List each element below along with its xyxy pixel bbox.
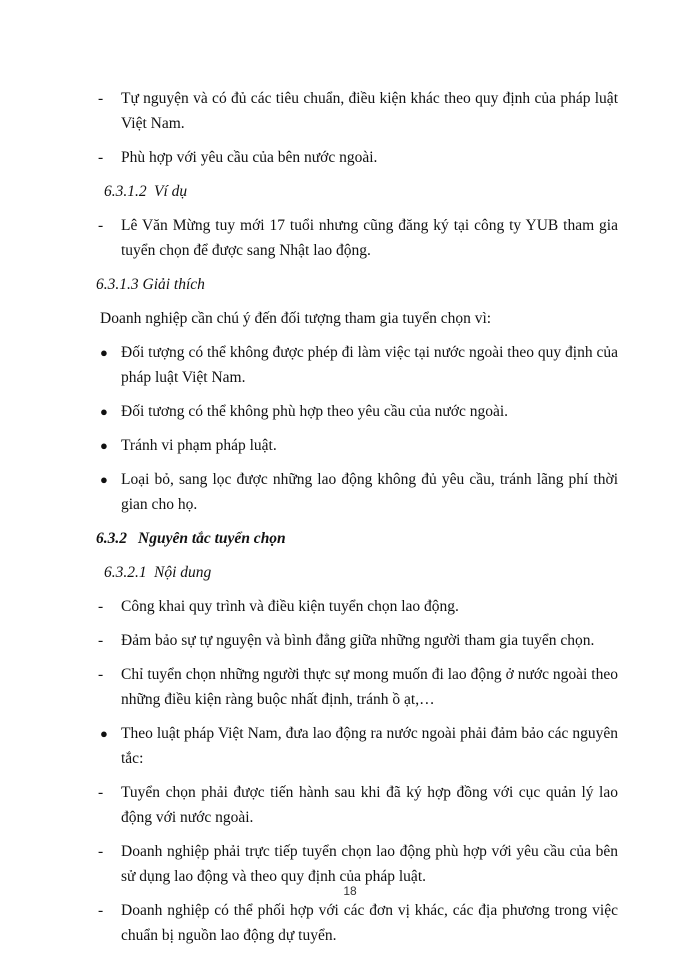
subheading-title: Ví dụ xyxy=(154,183,188,200)
list-item-text: Tránh vi phạm pháp luật. xyxy=(121,437,277,454)
dash-marker: - xyxy=(98,90,104,107)
list-item xyxy=(96,145,618,170)
dash-marker: - xyxy=(98,217,104,234)
dash-marker: - xyxy=(98,149,104,166)
list-item xyxy=(96,898,618,948)
list-item xyxy=(96,340,618,390)
page-content xyxy=(96,86,618,957)
list-item-text: Theo luật pháp Việt Nam, đưa lao động ra nước ngoài phải đảm bảo các nguyên tắc: xyxy=(121,725,618,767)
bullet-marker: ● xyxy=(100,726,108,741)
bullet-marker: ● xyxy=(100,404,108,419)
section-heading xyxy=(96,526,618,551)
bullet-marker: ● xyxy=(100,438,108,453)
list-item-text: Doanh nghiệp phải trực tiếp tuyển chọn lao động phù hợp với yêu cầu của bên sử dụng lao động và theo quy định của pháp luật. xyxy=(121,843,618,885)
subheading-title: Nội dung xyxy=(154,564,212,581)
dash-marker: - xyxy=(98,598,104,615)
list-item xyxy=(96,467,618,517)
list-item-text: Tự nguyện và có đủ các tiêu chuẩn, điều kiện khác theo quy định của pháp luật Việt Nam. xyxy=(121,90,618,132)
list-item-text: Doanh nghiệp có thể phối hợp với các đơn vị khác, các địa phương trong việc chuẩn bị nguồn lao động dự tuyển. xyxy=(121,902,618,944)
list-item xyxy=(96,86,618,136)
dash-marker: - xyxy=(98,902,104,919)
subheading-example xyxy=(104,179,618,204)
list-item-text: Đảm bảo sự tự nguyện và bình đẳng giữa những người tham gia tuyển chọn. xyxy=(121,632,595,649)
list-item xyxy=(96,399,618,424)
list-item-text: Đối tương có thể không phù hợp theo yêu cầu của nước ngoài. xyxy=(121,403,509,420)
list-item-text: Đối tượng có thể không được phép đi làm việc tại nước ngoài theo quy định của pháp luật Việt Nam. xyxy=(121,344,618,386)
list-item xyxy=(96,662,618,712)
bullet-marker: ● xyxy=(100,472,108,487)
list-item-text: Lê Văn Mừng tuy mới 17 tuổi nhưng cũng đăng ký tại công ty YUB tham gia tuyển chọn để được sang Nhật lao động. xyxy=(121,217,618,259)
list-item xyxy=(96,594,618,619)
dash-marker: - xyxy=(98,843,104,860)
list-item xyxy=(96,628,618,653)
list-item xyxy=(96,839,618,889)
page-number: 18 xyxy=(343,884,357,898)
section-title: Nguyên tắc tuyển chọn xyxy=(138,530,286,547)
dash-marker: - xyxy=(98,666,104,683)
list-item xyxy=(96,780,618,830)
section-number: 6.3.2 xyxy=(96,530,127,547)
dash-marker: - xyxy=(98,632,104,649)
subheading-number: 6.3.2.1 xyxy=(104,564,147,581)
subheading-content xyxy=(104,560,618,585)
bullet-marker: ● xyxy=(100,345,108,360)
list-item-text: Loại bỏ, sang lọc được những lao động không đủ yêu cầu, tránh lãng phí thời gian cho họ. xyxy=(121,471,618,513)
paragraph: Doanh nghiệp cần chú ý đến đối tượng tham gia tuyển chọn vì: xyxy=(100,310,492,327)
dash-marker: - xyxy=(98,784,104,801)
list-item xyxy=(96,213,618,263)
list-item xyxy=(96,433,618,458)
list-item-text: Công khai quy trình và điều kiện tuyển chọn lao động. xyxy=(121,598,459,615)
list-item-text: Tuyển chọn phải được tiến hành sau khi đã ký hợp đồng với cục quản lý lao động với nước ngoài. xyxy=(121,784,618,826)
list-item xyxy=(96,721,618,771)
list-item-text: Chỉ tuyển chọn những người thực sự mong muốn đi lao động ở nước ngoài theo những điều kiện ràng buộc nhất định, tránh ồ ạt,… xyxy=(121,666,618,708)
list-item-text: Phù hợp với yêu cầu của bên nước ngoài. xyxy=(121,149,378,166)
subheading-number: 6.3.1.2 xyxy=(104,183,147,200)
subheading-explanation: 6.3.1.3 Giải thích xyxy=(96,276,205,293)
